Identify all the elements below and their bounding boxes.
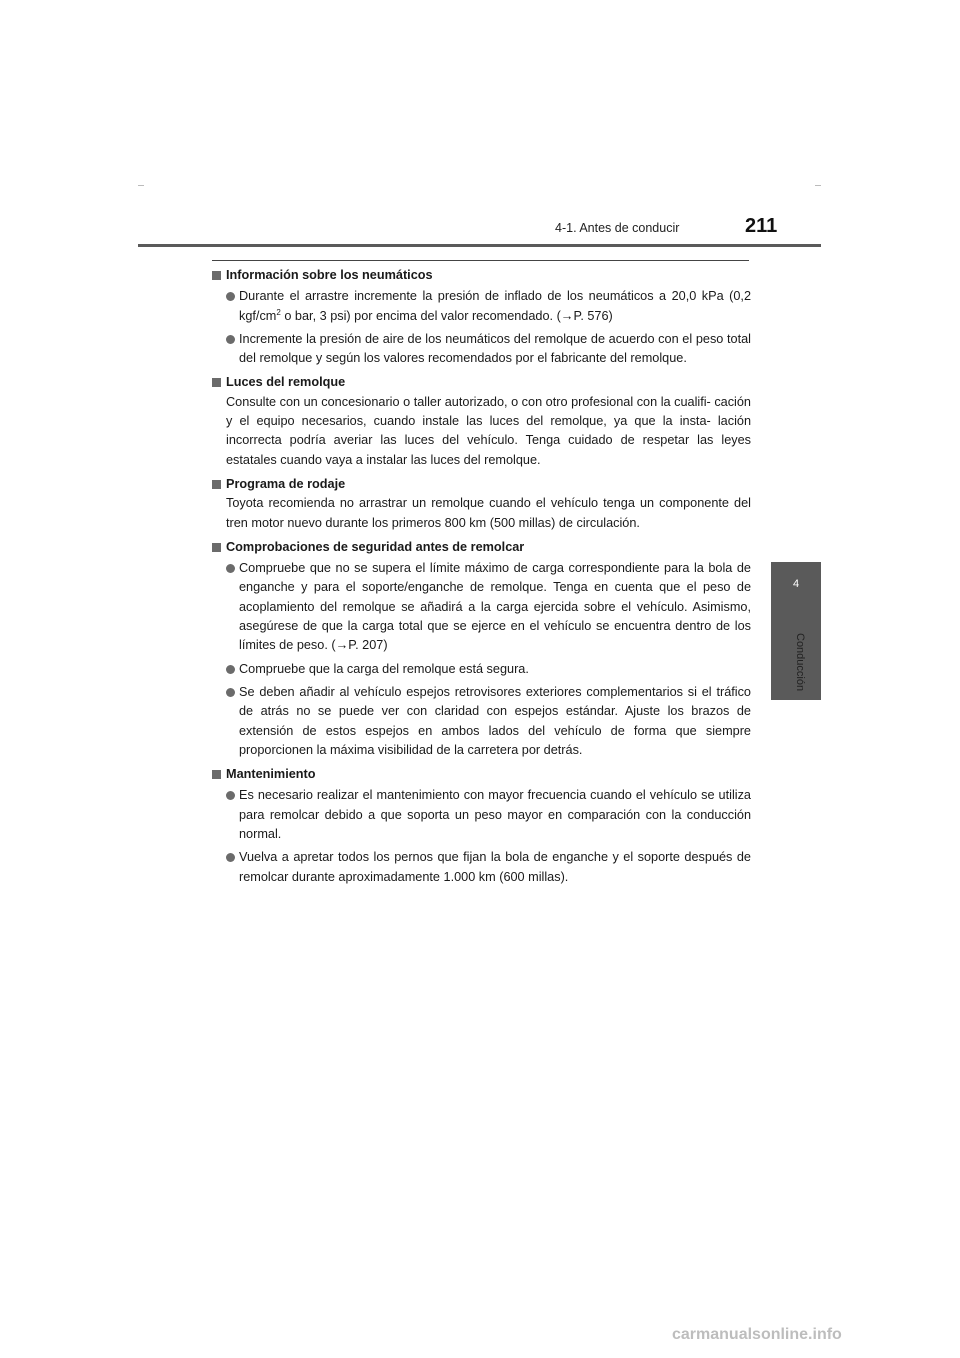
watermark: carmanualsonline.info [672,1326,842,1343]
section-break-in [210,475,751,533]
list-item-text: Compruebe que no se supera el límite máximo de carga correspondiente para la bola de enganche y para el soporte/enganche de remolque. Tenga en cuenta que el peso de acoplamiento del remolque se añadirá a la carga ejercida sobre el vehículo. Asimismo, asegúrese de que la carga total que se ejerce en el vehículo se encuentra dentro de los límites de peso. (→P. 207) [239,561,751,653]
section-heading-text: Programa de rodaje [226,476,346,491]
content-top-rule [212,260,749,261]
round-bullet-icon [226,292,235,301]
list-item [210,330,751,369]
list-item [210,786,751,844]
section-maintenance [210,765,751,887]
section-trailer-lights [210,373,751,469]
square-bullet-icon [212,378,221,387]
section-heading [210,266,751,285]
round-bullet-icon [226,688,235,697]
superscript: 2 [276,307,281,317]
section-tire-info [210,266,751,368]
main-content [210,266,751,892]
section-heading-text: Luces del remolque [226,375,346,390]
section-paragraph: Consulte con un concesionario o taller autorizado, o con otro profesional con la cualifi- cación y el equipo necesarios, cuando instale las luces del remolque, ya que la insta- lación incorrecta podría averiar las luces del vehículo. Tenga cuidado de respetar las leyes estatales cuando vaya a instalar las luces del remolque. [226,394,751,467]
square-bullet-icon [212,770,221,779]
list-item [210,848,751,887]
crop-mark-right [815,185,821,186]
square-bullet-icon [212,480,221,489]
chapter-tab-number: 4 [771,562,821,621]
list-item-text-cont: o bar, 3 psi) por encima del valor recomendado. (→P. 576) [280,308,613,323]
page-number: 211 [745,215,778,237]
list-item-text: Durante el arrastre incremente la presión de inflado de los neumáticos a 20,0 kPa (0,2 kgf/cm [239,289,751,323]
section-heading [210,538,751,557]
section-heading-text: Comprobaciones de seguridad antes de remolcar [226,539,525,554]
list-item [210,683,751,760]
round-bullet-icon [226,564,235,573]
crop-mark-left [138,185,144,186]
section-safety-checks [210,538,751,760]
round-bullet-icon [226,335,235,344]
square-bullet-icon [212,271,221,280]
round-bullet-icon [226,853,235,862]
round-bullet-icon [226,665,235,674]
round-bullet-icon [226,791,235,800]
list-item-text: Es necesario realizar el mantenimiento con mayor frecuencia cuando el vehículo se utiliza para remolcar debido a que soporta un peso mayor en comparación con la conducción normal. [239,788,751,842]
list-item-text: Compruebe que la carga del remolque está segura. [239,661,529,676]
chapter-tab-label: Conducción [794,633,806,692]
header-rule [138,244,821,247]
section-heading [210,475,751,494]
section-heading [210,765,751,784]
header-section-title: 4-1. Antes de conducir [555,221,680,235]
section-heading-text: Información sobre los neumáticos [226,268,433,282]
section-heading [210,373,751,392]
section-heading-text: Mantenimiento [226,767,316,782]
list-item [210,559,751,655]
list-item-text: Se deben añadir al vehículo espejos retrovisores exteriores complementarios si el tráfico de atrás no se puede ver con claridad con espejos estándar. Ajuste los brazos de extensión de estos espejos en ambos lados del vehículo de forma que siempre proporcionen la máxima visibilidad de la carretera por detrás. [239,684,751,757]
list-item-text: Vuelva a apretar todos los pernos que fijan la bola de enganche y el soporte después de remolcar durante aproximadamente 1.000 km (600 millas). [239,850,751,884]
list-item [210,660,751,679]
square-bullet-icon [212,543,221,552]
list-item-text: Incremente la presión de aire de los neumáticos del remolque de acuerdo con el peso total del remolque y según los valores recomendados por el fabricante del remolque. [239,331,751,366]
list-item [210,287,751,326]
section-paragraph: Toyota recomienda no arrastrar un remolque cuando el vehículo tenga un componente del tren motor nuevo durante los primeros 800 km (500 millas) de circulación. [226,496,751,530]
